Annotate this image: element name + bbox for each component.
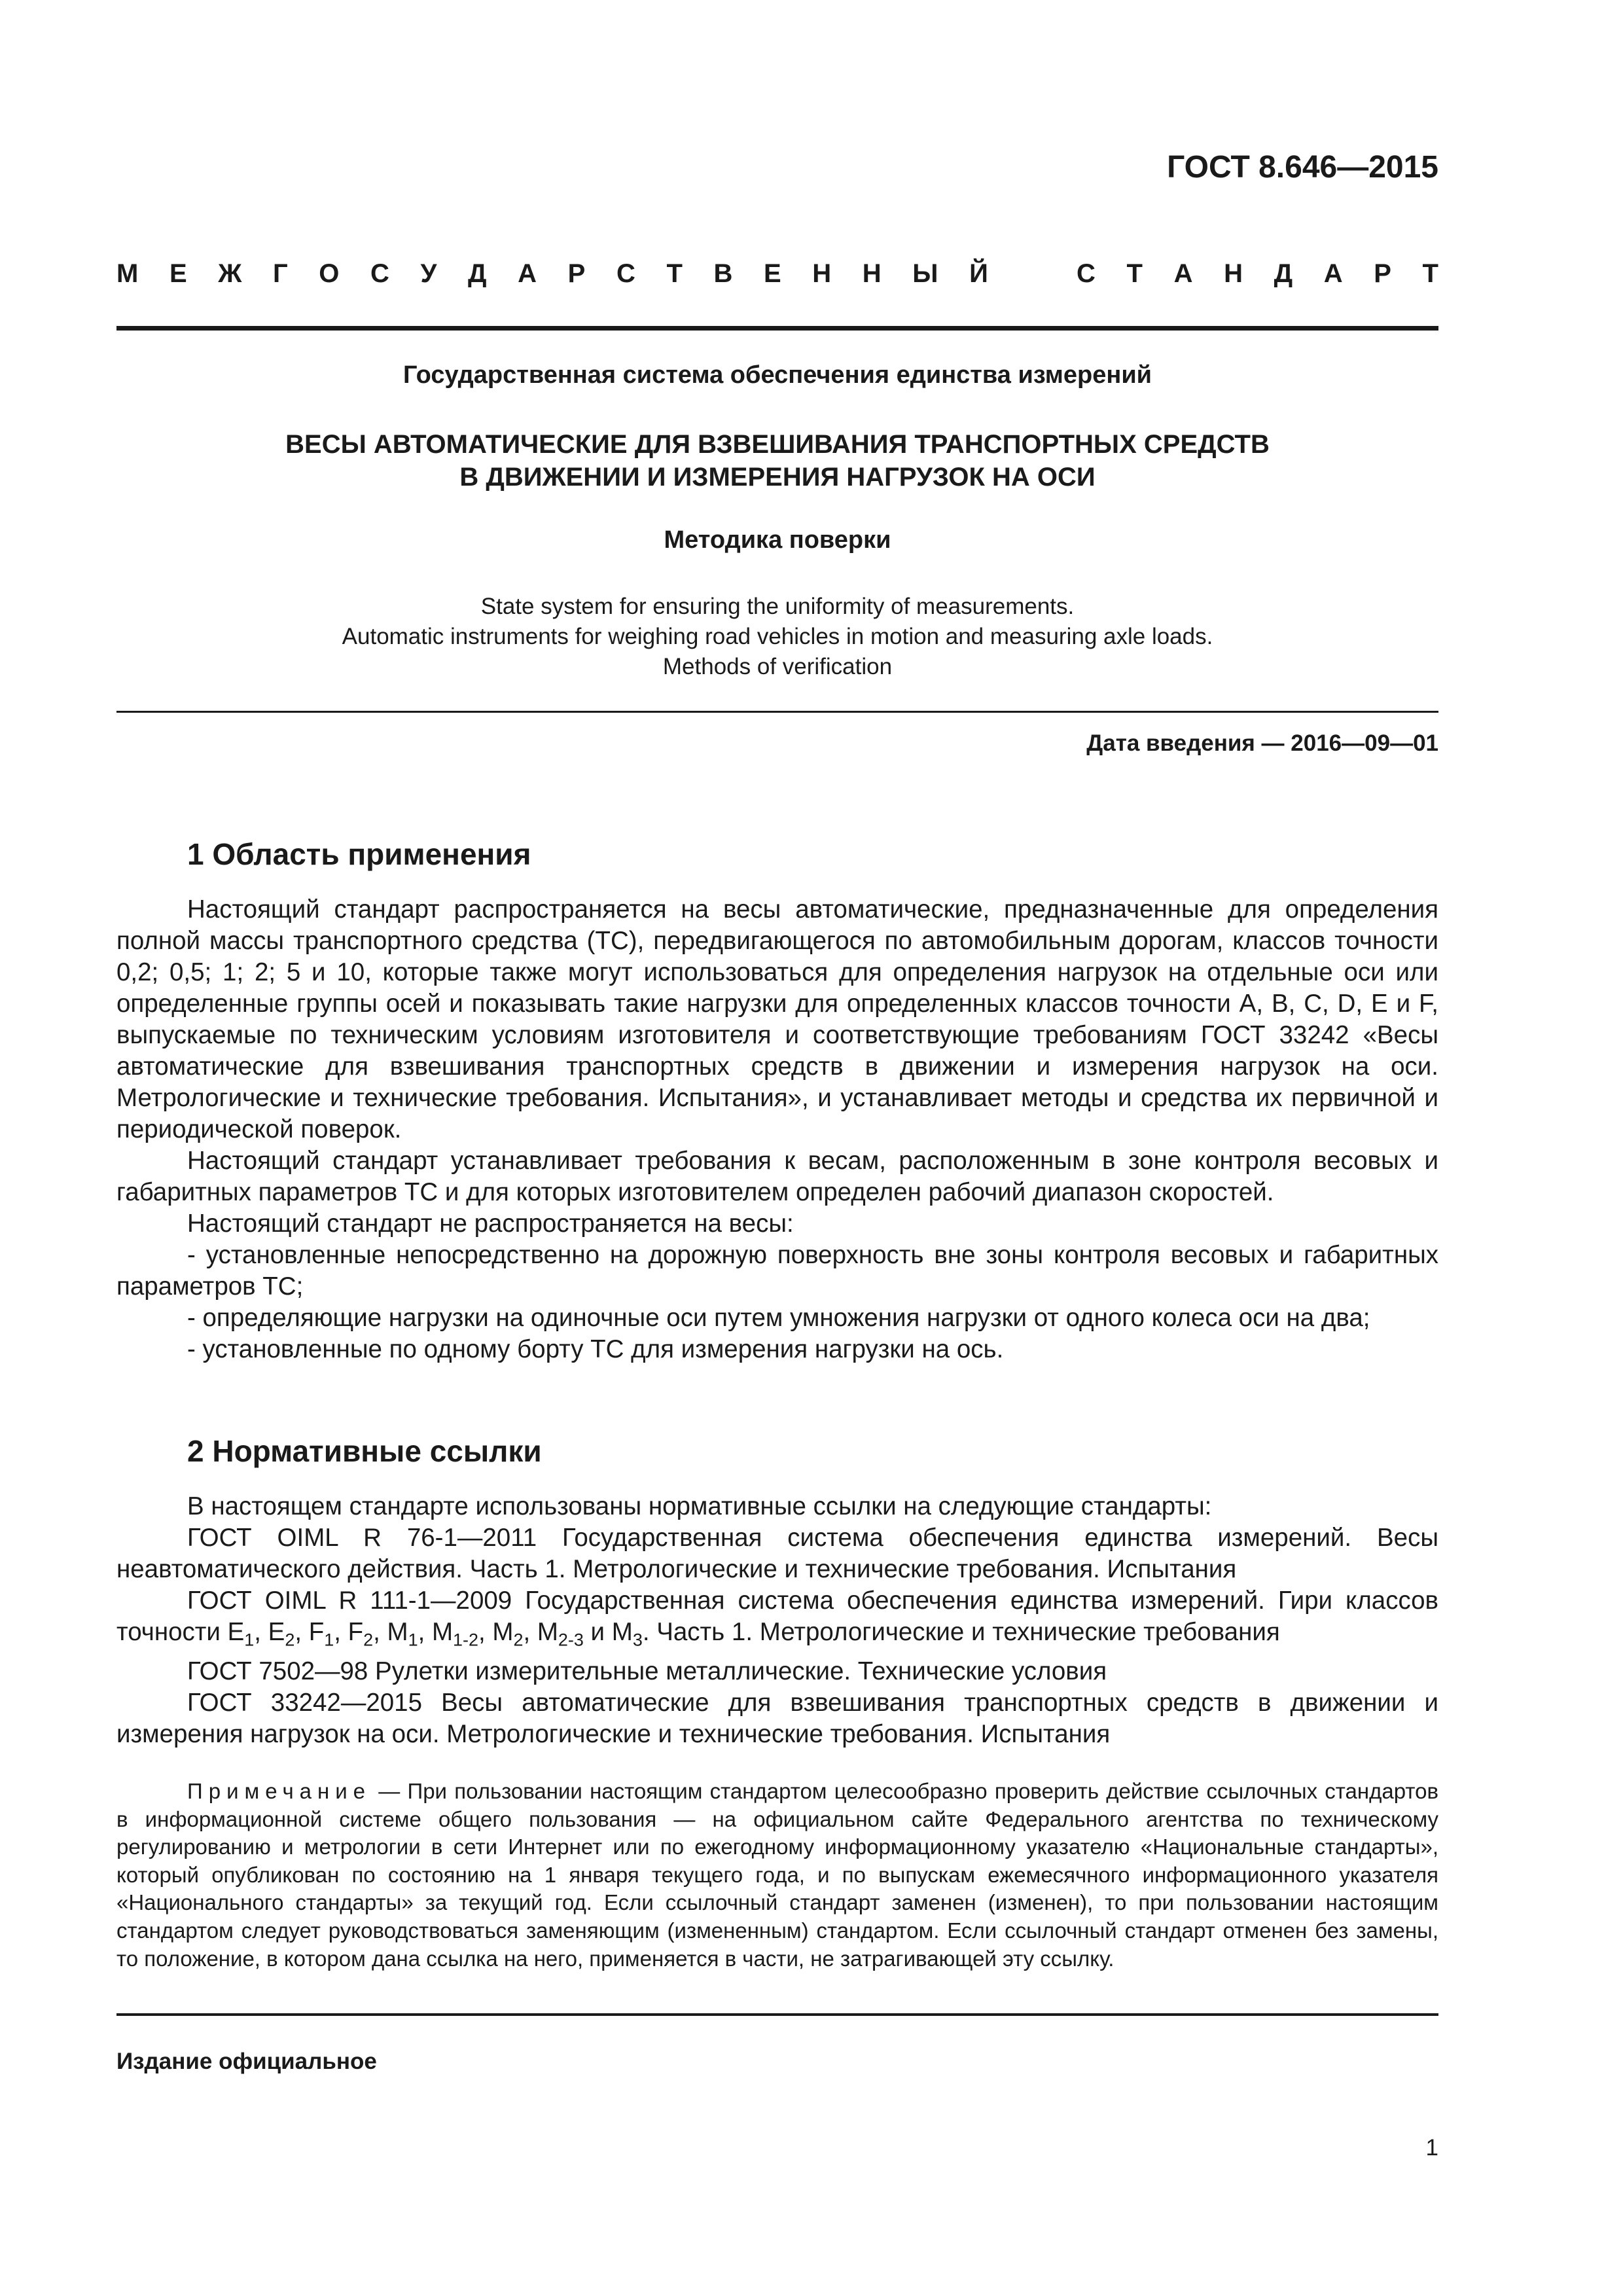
reference-2: ГОСТ OIML R 111-1—2009 Государственная система обеспечения единства измерений. Гири классов точности $E_1$, $E_2$, $F_1$, $F_2$, $M_1$, $M_{1-2}$, $M_2$, $M_{2-3}$ и $M_3$. Часть 1. Метрологические и технические требования bbox=[116, 1587, 1438, 1650]
section-1-list-item-2: - определяющие нагрузки на одиночные оси путем умножения нагрузки от одного колеса оси на два; bbox=[187, 1304, 1370, 1332]
heading-letter: Й bbox=[969, 259, 988, 288]
heading-letter: Ы bbox=[912, 259, 938, 288]
title-rule bbox=[116, 711, 1438, 713]
system-title: Государственная система обеспечения единства измерений bbox=[402, 361, 1152, 389]
heading-letter: С bbox=[616, 259, 635, 288]
note-block bbox=[116, 1778, 1438, 1973]
section-2-heading: 2 Нормативные ссылки bbox=[187, 1434, 542, 1468]
english-title-line-1: State system for ensuring the uniformity of measurements. bbox=[480, 594, 1075, 619]
method-title: Методика поверки bbox=[664, 526, 891, 554]
note-text: — При пользовании настоящим стандартом целесообразно проверить действие ссылочных стандартов в информационной системе общего пользования — на официальном сайте Федерального агентства по техническому регулированию и метрологии в сети Интернет или по ежегодному информационному указателю «Национальные стандарты», который опубликован по состоянию на 1 января текущего года, и по выпускам ежемесячного информационного указателя «Национального стандарты» за текущий год. Если ссылочный стандарт заменен (изменен), то при пользовании настоящим стандартом следует руководствоваться заменяющим (измененным) стандартом. Если ссылочный стандарт отменен без замены, то положение, в котором дана ссылка на него, применяется в части, не затрагивающей эту ссылку. bbox=[116, 1779, 1438, 1971]
heading-letter: М bbox=[116, 259, 139, 288]
edition-label: Издание официальное bbox=[116, 2049, 377, 2074]
heading-letter: Н bbox=[812, 259, 832, 288]
heading-letter: Ж bbox=[218, 259, 242, 288]
section-1-paragraph-2: Настоящий стандарт устанавливает требования к весам, расположенным в зоне контроля весовых и габаритных параметров ТС и для которых изготовителем определен рабочий диапазон скоростей. bbox=[116, 1147, 1438, 1206]
section-2-intro: В настоящем стандарте использованы нормативные ссылки на следующие стандарты: bbox=[187, 1492, 1212, 1520]
header-rule bbox=[116, 326, 1438, 331]
english-title bbox=[116, 592, 1438, 682]
heading-letter: Е bbox=[763, 259, 781, 288]
page-number: 1 bbox=[1425, 2135, 1438, 2161]
heading-letter: А bbox=[518, 259, 537, 288]
heading-letter: В bbox=[713, 259, 733, 288]
word-gap bbox=[1019, 259, 1045, 289]
main-title bbox=[116, 428, 1438, 493]
english-title-line-2: Automatic instruments for weighing road vehicles in motion and measuring axle loads. bbox=[342, 624, 1213, 649]
reference-4: ГОСТ 33242—2015 Весы автоматические для взвешивания транспортных средств в движении и измерения нагрузок на оси. Метрологические и технические требования. Испытания bbox=[116, 1688, 1438, 1748]
reference-3: ГОСТ 7502—98 Рулетки измерительные металлические. Технические условия bbox=[187, 1657, 1107, 1685]
heading-letter: Д bbox=[1274, 259, 1293, 288]
main-title-line-2: В ДВИЖЕНИИ И ИЗМЕРЕНИЯ НАГРУЗОК НА ОСИ bbox=[459, 463, 1096, 492]
reference-1: ГОСТ OIML R 76-1—2011 Государственная система обеспечения единства измерений. Весы неавтоматического действия. Часть 1. Метрологические и технические требования. Испытания bbox=[116, 1524, 1438, 1583]
section-1-body bbox=[116, 894, 1438, 1365]
heading-letter: С bbox=[1077, 259, 1096, 288]
heading-letter: Е bbox=[169, 259, 187, 288]
heading-letter: А bbox=[1323, 259, 1343, 288]
main-title-line-1: ВЕСЫ АВТОМАТИЧЕСКИЕ ДЛЯ ВЗВЕШИВАНИЯ ТРАНСПОРТНЫХ СРЕДСТВ bbox=[285, 430, 1270, 459]
standard-type-heading bbox=[116, 259, 1438, 289]
heading-letter: С bbox=[370, 259, 389, 288]
heading-letter: Г bbox=[273, 259, 288, 288]
section-1-list-item-1: - установленные непосредственно на дорожную поверхность вне зоны контроля весовых и габаритных параметров ТС; bbox=[116, 1241, 1438, 1300]
heading-letter: Р bbox=[1374, 259, 1391, 288]
heading-letter: Р bbox=[567, 259, 586, 288]
section-2-body bbox=[116, 1491, 1438, 1750]
section-1-list-item-3: - установленные по одному борту ТС для измерения нагрузки на ось. bbox=[187, 1335, 1004, 1363]
section-1-paragraph-3: Настоящий стандарт не распространяется на весы: bbox=[187, 1210, 794, 1238]
document-id: ГОСТ 8.646—2015 bbox=[1167, 150, 1438, 185]
introduction-date: Дата введения — 2016—09—01 bbox=[1086, 730, 1438, 756]
heading-letter: Т bbox=[666, 259, 683, 288]
heading-letter: Д bbox=[468, 259, 487, 288]
heading-letter: Н bbox=[1224, 259, 1243, 288]
heading-letter: О bbox=[319, 259, 340, 288]
heading-letter: А bbox=[1173, 259, 1193, 288]
english-title-line-3: Methods of verification bbox=[662, 654, 893, 679]
section-1-heading: 1 Область применения bbox=[187, 837, 531, 871]
section-1-paragraph-1: Настоящий стандарт распространяется на весы автоматические, предназначенные для определения полной массы транспортного средства (ТС), передвигающегося по автомобильным дорогам, классов точности 0,2; 0,5; 1; 2; 5 и 10, которые также могут использоваться для определения нагрузок на отдельные оси или определенные группы осей и показывать такие нагрузки для определенных классов точности A, B, C, D, E и F, выпускаемые по техническим условиям изготовителя и соответствующие требованиям ГОСТ 33242 «Весы автоматические для взвешивания транспортных средств в движении и измерения нагрузок на оси. Метрологические и технические требования. Испытания», и устанавливает методы и средства их первичной и периодической поверок. bbox=[116, 895, 1438, 1143]
footer-rule bbox=[116, 2013, 1438, 2016]
note-label: Примечание bbox=[187, 1779, 372, 1803]
heading-letter: Т bbox=[1422, 259, 1438, 288]
heading-letter: У bbox=[420, 259, 437, 288]
heading-letter: Н bbox=[862, 259, 882, 288]
heading-letter: Т bbox=[1126, 259, 1143, 288]
